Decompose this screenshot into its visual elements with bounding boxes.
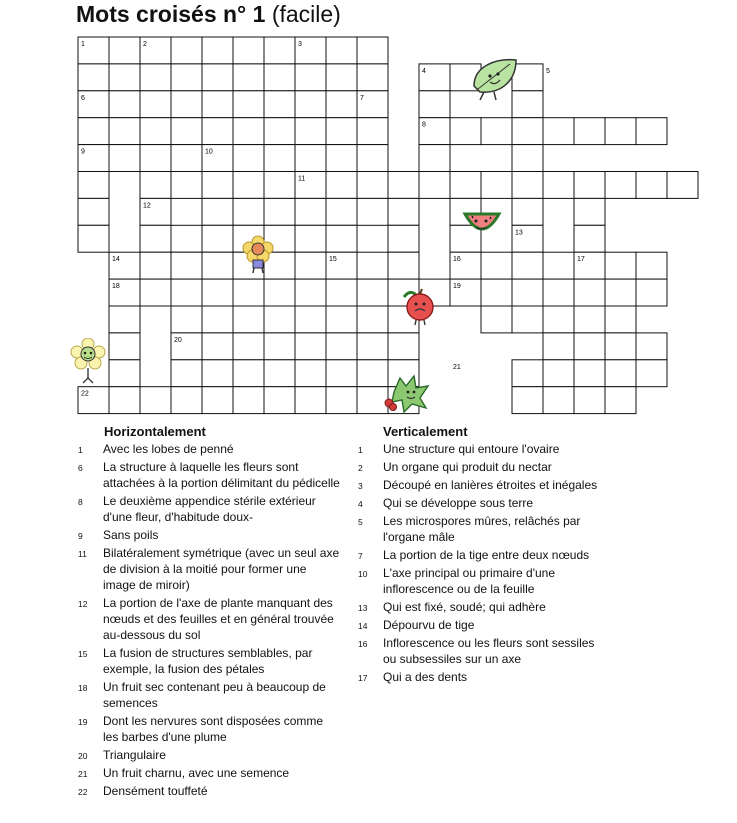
grid-cell[interactable] [388,198,419,225]
clue-number: 1 [358,445,363,455]
grid-cell-number: 15 [329,256,337,264]
clue-number: 8 [78,497,83,507]
grid-cell[interactable] [574,279,605,306]
grid-cell[interactable] [171,172,202,199]
grid-cell[interactable] [264,91,295,118]
grid-cell[interactable] [326,118,357,145]
grid-cell[interactable] [636,333,667,360]
grid-cell[interactable] [481,279,512,306]
grid-cell-number: 1 [81,41,85,48]
down-clue-16 [358,635,608,667]
across-clue-12 [78,595,340,643]
grid-cell[interactable] [636,360,667,387]
grid-cell[interactable] [295,279,326,306]
grid-cell[interactable] [543,118,574,145]
grid-cell-number: 5 [546,67,550,75]
grid-cell[interactable] [233,145,264,172]
down-clue-17 [358,669,608,685]
holly-character-icon [380,372,432,414]
grid-cell[interactable] [78,225,109,252]
clue-number: 3 [358,481,363,491]
grid-cell[interactable] [140,225,171,252]
clue-text: Dont les nervures sont disposées comme les barbes d'une plume [103,714,324,744]
across-clue-18 [78,679,340,711]
grid-cell[interactable] [636,118,667,145]
grid-cell[interactable] [512,118,543,145]
grid-cell-number: 20 [174,336,182,344]
grid-cell[interactable] [481,172,512,199]
grid-cell[interactable] [481,252,512,279]
grid-cell[interactable] [295,333,326,360]
title-difficulty: (facile) [271,1,341,27]
grid-cell-number: 22 [81,390,89,398]
clue-number: 15 [78,649,88,659]
grid-cell[interactable] [574,333,605,360]
grid-cell[interactable] [140,252,171,279]
grid-cell[interactable] [233,279,264,306]
grid-cell[interactable] [419,91,450,118]
grid-cell[interactable] [295,225,326,252]
across-clue-1 [78,441,340,457]
grid-cell-number: 7 [360,94,364,102]
grid-cell[interactable] [202,333,233,360]
grid-cell[interactable] [140,279,171,306]
grid-cell[interactable] [109,306,140,333]
grid-cell[interactable] [326,64,357,91]
grid-cell[interactable] [233,118,264,145]
clue-text: Qui est fixé, soudé; qui adhère [383,600,546,614]
clue-text: Un fruit sec contenant peu à beaucoup de semences [103,680,326,710]
across-clue-15 [78,645,340,677]
clue-number: 6 [78,463,83,473]
watermelon-character-icon [462,208,502,242]
down-clue-5 [358,513,608,545]
grid-cell[interactable] [171,387,202,414]
grid-cell-number: 10 [205,148,213,156]
grid-cell[interactable] [295,198,326,225]
down-clue-1 [358,441,608,457]
grid-cell[interactable] [264,118,295,145]
grid-cell[interactable] [202,64,233,91]
grid-cell[interactable] [202,118,233,145]
grid-cell[interactable] [295,118,326,145]
grid-cell[interactable] [357,145,388,172]
grid-cell[interactable] [202,387,233,414]
grid-cell[interactable] [605,118,636,145]
clue-number: 2 [358,463,363,473]
grid-cell[interactable] [636,252,667,279]
grid-cell[interactable] [326,37,357,64]
grid-cell[interactable] [388,225,419,252]
grid-cell[interactable] [512,145,543,172]
grid-cell[interactable] [171,306,202,333]
grid-cell-number: 21 [453,363,461,371]
grid-cell[interactable] [574,118,605,145]
clue-number: 5 [358,517,363,527]
grid-cell[interactable] [202,306,233,333]
clue-text: Découpé en lanières étroites et inégales [383,478,598,492]
grid-cell[interactable] [202,225,233,252]
grid-cell[interactable] [512,198,543,225]
grid-cell[interactable] [171,360,202,387]
grid-cell[interactable] [295,91,326,118]
clue-number: 13 [358,603,368,613]
clue-text: Qui a des dents [383,670,468,684]
grid-cell-number: 6 [81,94,85,102]
grid-cell[interactable] [574,360,605,387]
clue-number: 19 [78,717,88,727]
grid-cell[interactable] [233,37,264,64]
grid-cell[interactable] [605,360,636,387]
grid-cell[interactable] [109,118,140,145]
grid-cell[interactable] [543,333,574,360]
grid-cell-number: 12 [143,202,151,210]
grid-cell[interactable] [233,387,264,414]
clue-text: Qui se développe sous terre [383,496,534,510]
across-clue-8 [78,493,340,525]
grid-cell[interactable] [388,333,419,360]
grid-cell[interactable] [140,387,171,414]
clue-text: L'axe principal ou primaire d'une inflorescence ou de la feuille [383,566,556,596]
grid-cell[interactable] [574,306,605,333]
clue-number: 1 [78,445,83,455]
clue-text: La portion de l'axe de plante manquant des nœuds et des feuilles et en général trouvée au-dessous du sol [103,596,334,642]
grid-cell[interactable] [512,172,543,199]
grid-cell[interactable] [140,172,171,199]
grid-cell[interactable] [202,252,233,279]
clue-text: La portion de la tige entre deux nœuds [383,548,590,562]
grid-cell-number: 9 [81,148,85,156]
clue-number: 12 [78,599,88,609]
across-clue-21 [78,765,340,781]
grid-cell[interactable] [667,172,698,199]
clue-number: 4 [358,499,363,509]
grid-cell[interactable] [543,172,574,199]
grid-cell[interactable] [481,118,512,145]
grid-cell[interactable] [171,252,202,279]
grid-cell[interactable] [233,172,264,199]
down-clue-14 [358,617,608,633]
grid-cell-number: 4 [422,67,426,75]
grid-cell[interactable] [140,118,171,145]
grid-cell[interactable] [109,37,140,64]
grid-cell[interactable] [326,198,357,225]
grid-cell[interactable] [233,306,264,333]
grid-cell[interactable] [202,198,233,225]
grid-cell[interactable] [450,118,481,145]
down-clue-list [358,441,608,687]
grid-cell[interactable] [171,118,202,145]
grid-cell[interactable] [574,172,605,199]
grid-cell[interactable] [605,172,636,199]
grid-cell-number: 11 [298,175,306,183]
grid-cell[interactable] [512,387,543,414]
across-clue-20 [78,747,340,763]
flower-character-icon [240,234,276,274]
grid-cell[interactable] [543,279,574,306]
grid-cell[interactable] [605,252,636,279]
grid-cell[interactable] [171,225,202,252]
grid-cell[interactable] [264,172,295,199]
grid-cell[interactable] [109,91,140,118]
grid-cell[interactable] [357,172,388,199]
grid-cell[interactable] [605,306,636,333]
grid-cell[interactable] [295,387,326,414]
grid-cell-number: 17 [577,256,585,264]
across-clue-6 [78,459,340,491]
grid-cell[interactable] [264,360,295,387]
grid-cell[interactable] [326,360,357,387]
grid-cell[interactable] [357,306,388,333]
clue-text: Dépourvu de tige [383,618,475,632]
grid-cell[interactable] [605,279,636,306]
grid-cell[interactable] [78,118,109,145]
grid-cell[interactable] [233,333,264,360]
grid-cell[interactable] [357,37,388,64]
grid-cell[interactable] [605,333,636,360]
grid-cell[interactable] [202,91,233,118]
grid-cell[interactable] [326,387,357,414]
grid-cell[interactable] [326,333,357,360]
clue-number: 21 [78,769,88,779]
grid-cell[interactable] [512,306,543,333]
clue-text: Densément touffeté [103,784,208,798]
grid-cell[interactable] [326,225,357,252]
grid-cell[interactable] [233,360,264,387]
grid-cell[interactable] [109,145,140,172]
grid-cell-number: 19 [453,283,461,291]
grid-cell[interactable] [512,360,543,387]
grid-cell-number: 16 [453,256,461,264]
grid-cell[interactable] [574,198,605,225]
clue-number: 9 [78,531,83,541]
grid-cell-number: 13 [515,229,523,237]
grid-cell[interactable] [574,225,605,252]
grid-cell[interactable] [326,145,357,172]
clue-number: 20 [78,751,88,761]
down-clue-13 [358,599,608,615]
grid-cell[interactable] [202,360,233,387]
clue-text: Bilatéralement symétrique (avec un seul axe de division à la moitié pour former une image de miroir) [103,546,340,592]
grid-cell[interactable] [140,145,171,172]
grid-cell[interactable] [295,64,326,91]
grid-cell-number: 14 [112,256,120,264]
clue-number: 17 [358,673,368,683]
leaf-character-icon [466,56,522,104]
across-clue-19 [78,713,340,745]
grid-cell[interactable] [264,145,295,172]
grid-cell[interactable] [357,333,388,360]
grid-cell[interactable] [78,64,109,91]
grid-cell[interactable] [543,387,574,414]
grid-cell[interactable] [357,118,388,145]
grid-cell[interactable] [574,387,605,414]
grid-cell[interactable] [78,198,109,225]
down-clue-2 [358,459,608,475]
clue-number: 11 [78,549,87,559]
grid-cell[interactable] [419,172,450,199]
clue-text: Inflorescence ou les fleurs sont sessiles ou subsessiles sur un axe [383,636,595,666]
clue-number: 16 [358,639,368,649]
grid-cell[interactable] [605,387,636,414]
grid-cell[interactable] [171,64,202,91]
grid-cell[interactable] [388,172,419,199]
grid-cell[interactable] [202,37,233,64]
clue-text: Triangulaire [103,748,166,762]
clue-number: 10 [358,569,368,579]
grid-cell[interactable] [636,172,667,199]
grid-cell[interactable] [326,279,357,306]
grid-cell[interactable] [202,279,233,306]
title-main: Mots croisés n° 1 [76,1,266,27]
clue-text: La structure à laquelle les fleurs sont attachées à la portion délimitant du pédicelle [103,460,340,490]
grid-cell[interactable] [264,198,295,225]
down-clue-10 [358,565,608,597]
grid-cell[interactable] [109,360,140,387]
clue-text: La fusion de structures semblables, par exemple, la fusion des pétales [103,646,313,676]
apple-character-icon [398,287,440,327]
grid-cell-number: 18 [112,283,120,291]
clue-text: Avec les lobes de penné [103,442,234,456]
grid-cell[interactable] [171,37,202,64]
grid-cell[interactable] [264,279,295,306]
grid-cell-number: 8 [422,121,426,129]
clue-number: 22 [78,787,88,797]
clue-text: Les microspores mûres, relâchés par l'organe mâle [383,514,581,544]
clue-number: 18 [78,683,88,693]
grid-cell[interactable] [109,64,140,91]
across-clue-9 [78,527,340,543]
across-clue-list [78,441,340,801]
grid-cell[interactable] [264,306,295,333]
grid-cell[interactable] [512,252,543,279]
down-heading: Verticalement [383,424,468,439]
grid-cell[interactable] [264,333,295,360]
clue-text: Un organe qui produit du nectar [383,460,552,474]
grid-cell[interactable] [233,198,264,225]
grid-cell[interactable] [357,198,388,225]
grid-cell[interactable] [357,279,388,306]
clue-text: Un fruit charnu, avec une semence [103,766,290,780]
grid-cell[interactable] [543,306,574,333]
grid-cell[interactable] [326,91,357,118]
clue-number: 7 [358,551,363,561]
clue-text: Une structure qui entoure l'ovaire [383,442,560,456]
grid-cell[interactable] [202,172,233,199]
grid-cell[interactable] [264,387,295,414]
grid-cell[interactable] [109,333,140,360]
grid-cell[interactable] [171,279,202,306]
clue-number: 14 [358,621,368,631]
daisy-character-icon [70,338,106,384]
grid-cell[interactable] [481,306,512,333]
grid-cell[interactable] [295,360,326,387]
grid-cell[interactable] [388,252,419,279]
grid-cell[interactable] [543,252,574,279]
grid-cell-number: 2 [143,41,147,48]
clue-text: Le deuxième appendice stérile extérieur d'une fleur, d'habitude doux- [103,494,316,524]
grid-cell[interactable] [326,172,357,199]
grid-cell[interactable] [357,64,388,91]
across-heading: Horizontalement [104,424,206,439]
grid-cell[interactable] [636,279,667,306]
grid-cell[interactable] [295,306,326,333]
grid-cell[interactable] [140,64,171,91]
grid-cell[interactable] [295,252,326,279]
grid-cell[interactable] [171,91,202,118]
grid-cell[interactable] [171,145,202,172]
grid-cell[interactable] [264,64,295,91]
grid-cell[interactable] [140,91,171,118]
grid-cell[interactable] [357,252,388,279]
grid-cell[interactable] [419,145,450,172]
grid-cell[interactable] [543,360,574,387]
grid-cell[interactable] [109,387,140,414]
grid-cell-number: 3 [298,41,302,48]
down-clue-7 [358,547,608,563]
grid-cell[interactable] [512,279,543,306]
across-clue-11 [78,545,340,593]
grid-cell[interactable] [233,64,264,91]
grid-cell[interactable] [78,172,109,199]
grid-cell[interactable] [450,172,481,199]
across-clue-22 [78,783,340,799]
down-clue-4 [358,495,608,511]
clue-text: Sans poils [103,528,159,542]
down-clue-3 [358,477,608,493]
grid-cell[interactable] [295,145,326,172]
grid-cell[interactable] [264,37,295,64]
grid-cell[interactable] [233,91,264,118]
grid-cell[interactable] [326,306,357,333]
